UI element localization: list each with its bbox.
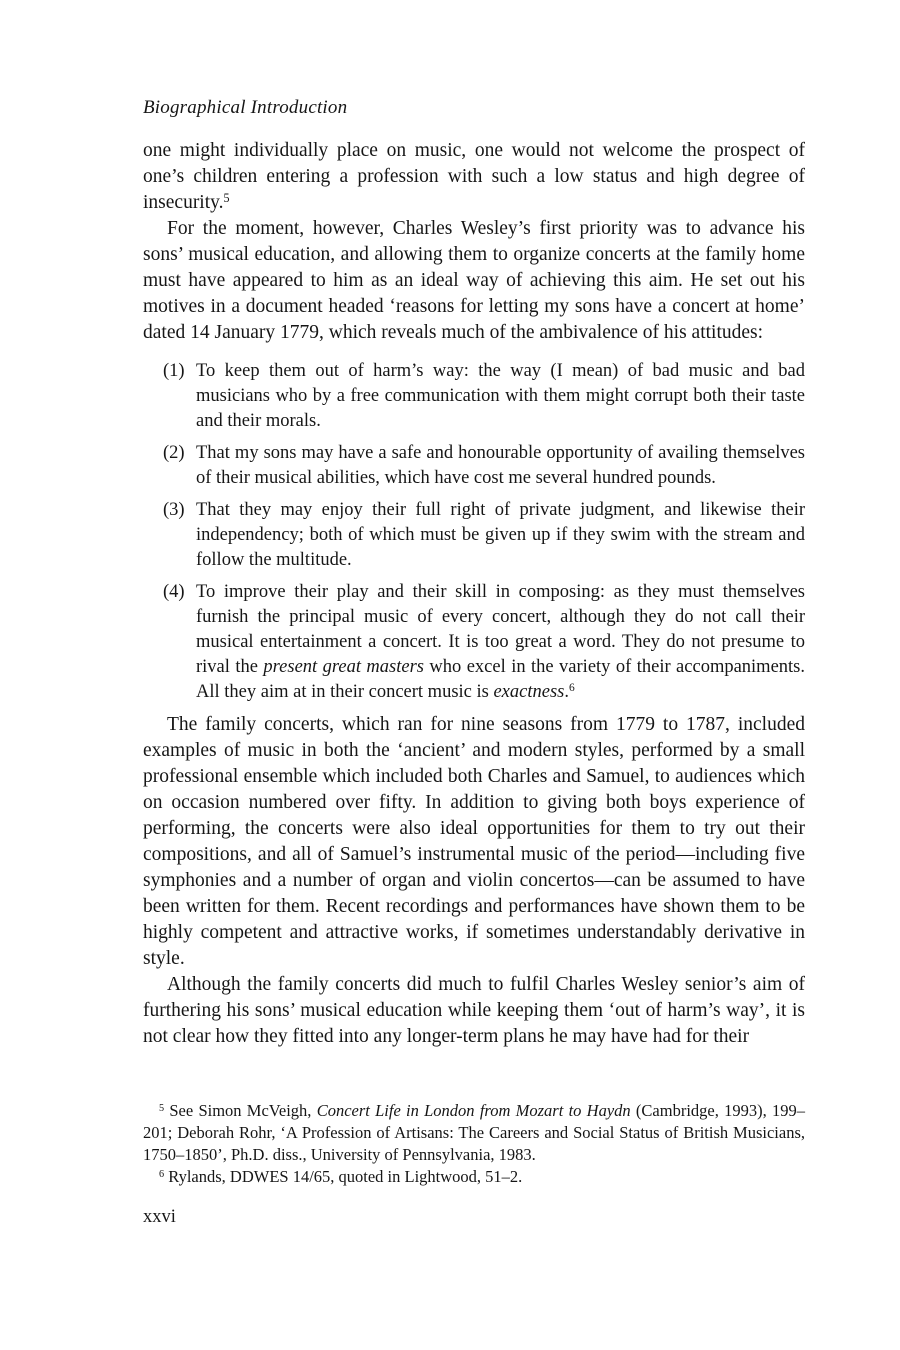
paragraph-continuation-text: one might individually place on music, one would not welcome the prospect of one’s children entering a profession with such a low status and high degree of insecurity. bbox=[143, 140, 805, 213]
list-text-3: That they may enjoy their full right of private judgment, and likewise their independency; both of which must be given up if they swim with the stream and follow the multitude. bbox=[196, 500, 805, 570]
list-number-1: (1) bbox=[163, 361, 185, 381]
footnote-5-seg1: See Simon McVeigh, bbox=[164, 1101, 317, 1120]
footnote-ref-6: 6 bbox=[568, 682, 575, 695]
list-text-2: That my sons may have a safe and honourable opportunity of availing themselves of their musical abilities, which have cost me several hundred pounds. bbox=[196, 443, 805, 488]
list-text-4 bbox=[196, 580, 805, 705]
running-head: Biographical Introduction bbox=[143, 97, 348, 118]
footnotes-block bbox=[143, 1100, 805, 1188]
list-number-2: (2) bbox=[163, 443, 185, 463]
list-text-4-seg1: To improve their play and their skill in composing: as they must themselves furnish the principal music of every concert, although they do not call their musical entertainment a concert. It is too great a word. They do not presume to rival the bbox=[196, 582, 805, 677]
footnote-6-text: Rylands, DDWES 14/65, quoted in Lightwood, 51–2. bbox=[164, 1167, 523, 1186]
list-number-3: (3) bbox=[163, 500, 185, 520]
list-number-4: (4) bbox=[163, 582, 185, 602]
list-item-2 bbox=[143, 441, 805, 491]
numbered-list bbox=[143, 359, 805, 705]
footnote-5-italic: Concert Life in London from Mozart to Haydn bbox=[316, 1101, 631, 1120]
footnote-5-seg2: (Cambridge, 1993), 199–201; Deborah Rohr, ‘A Profession of Artisans: The Careers and Social Status of British Musicians, 1750–1850’, Ph.D. diss., University of Pennsylvania, 1983. bbox=[143, 1101, 805, 1164]
list-text-4-seg3: . bbox=[564, 682, 569, 702]
paragraph-family-concerts: The family concerts, which ran for nine seasons from 1779 to 1787, included examples of music in both the ‘ancient’ and modern styles, performed by a small professional ensemble which included both Charles and Samuel, to audiences which on occasion numbered over fifty. In addition to giving both boys experience of performing, the concerts were also ideal opportunities for them to try out their compositions, and all of Samuel’s instrumental music of the period—including five symphonies and a number of organ and violin concertos—can be assumed to have been written for them. Recent recordings and performances have shown them to be highly competent and attractive works, if sometimes understandably derivative in style. bbox=[143, 714, 805, 969]
list-text-4-seg2: who excel in the variety of their accompaniments. All they aim at in their concert music is bbox=[196, 657, 805, 702]
paragraph-although: Although the family concerts did much to fulfil Charles Wesley senior’s aim of furthering his sons’ musical education while keeping them ‘out of harm’s way’, it is not clear how they fitted into any longer-term plans he may have had for their bbox=[143, 974, 805, 1047]
list-item-1 bbox=[143, 359, 805, 434]
paragraph-continuation bbox=[143, 138, 805, 216]
footnote-6 bbox=[143, 1166, 805, 1188]
list-text-4-italic-1: present great masters bbox=[263, 657, 424, 677]
list-item-3 bbox=[143, 498, 805, 573]
footnote-5-number: 5 bbox=[159, 1102, 165, 1114]
footnote-ref-5: 5 bbox=[223, 190, 230, 205]
list-text-1: To keep them out of harm’s way: the way (I mean) of bad music and bad musicians who by a free communication with them might corrupt both their taste and their morals. bbox=[196, 361, 805, 431]
paragraph-motives: For the moment, however, Charles Wesley’s first priority was to advance his sons’ musical education, and allowing them to organize concerts at the family home must have appeared to him as an ideal way of achieving this aim. He set out his motives in a document headed ‘reasons for letting my sons have a concert at home’ dated 14 January 1779, which reveals much of the ambivalence of his attitudes: bbox=[143, 218, 805, 343]
footnote-5 bbox=[143, 1100, 805, 1166]
page-number: xxvi bbox=[143, 1207, 176, 1227]
list-item-4 bbox=[143, 580, 805, 705]
footnote-6-number: 6 bbox=[159, 1168, 165, 1180]
list-text-4-italic-2: exactness bbox=[493, 682, 565, 702]
